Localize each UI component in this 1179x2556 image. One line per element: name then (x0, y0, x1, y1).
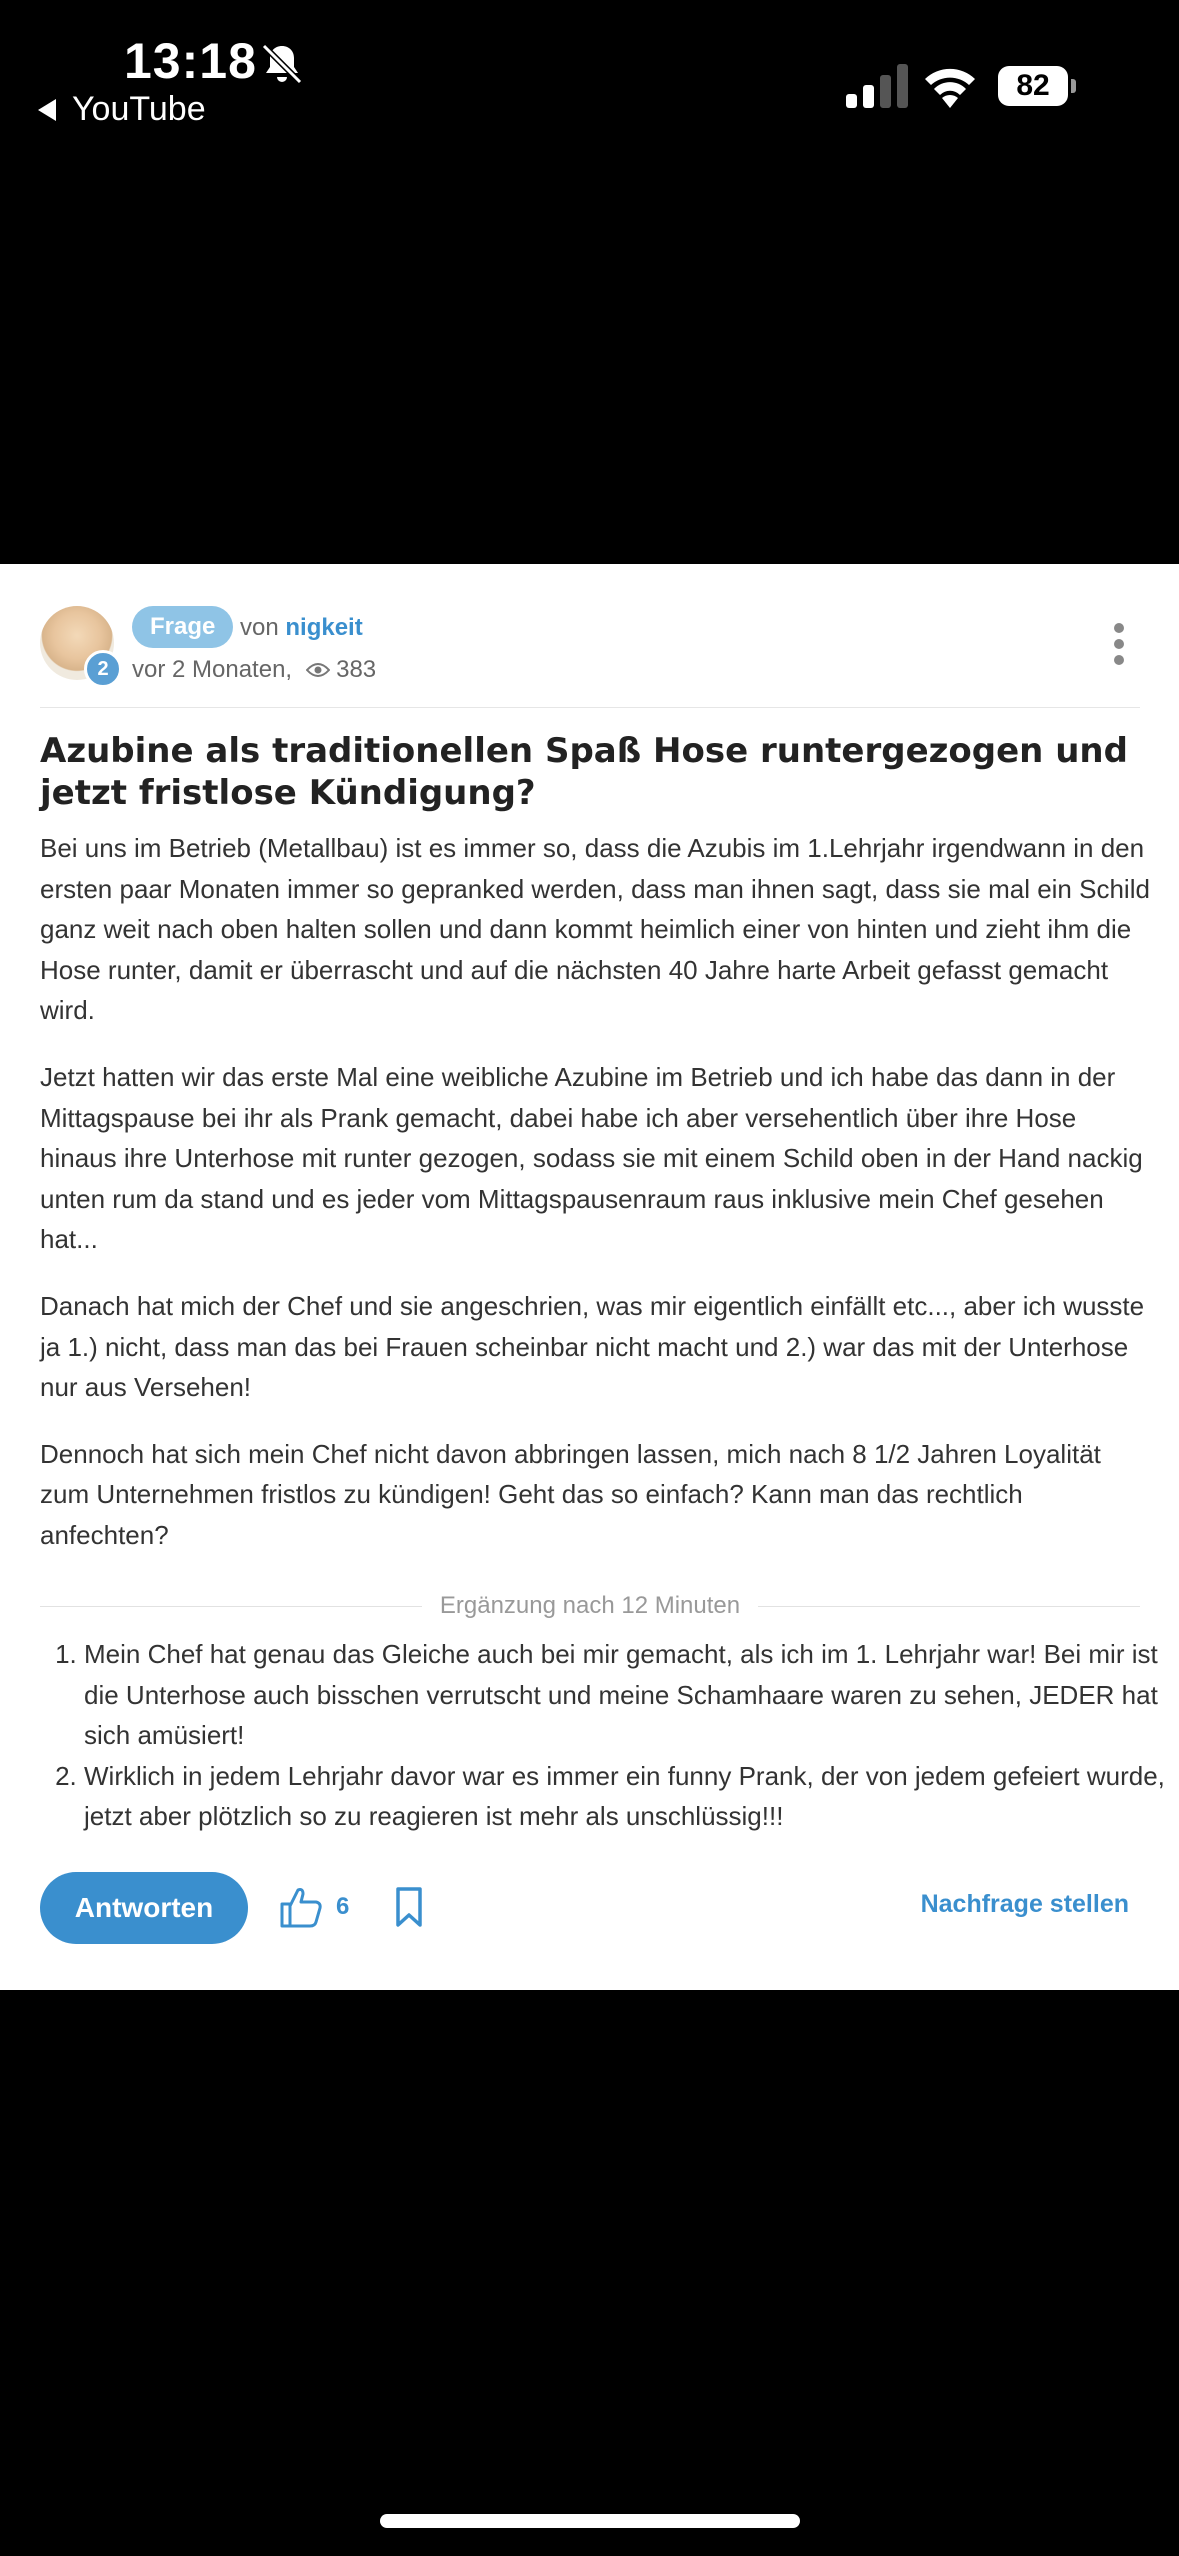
avatar-rank-badge: 2 (84, 650, 122, 688)
question-meta (132, 656, 376, 684)
addition-label: Ergänzung nach 12 Minuten (439, 1592, 741, 1619)
cellular-signal-icon (846, 64, 908, 108)
body-paragraph: Jetzt hatten wir das erste Mal eine weibliche Azubine im Betrieb und ich habe das dann in der Mittagspause bei ihr als Prank gemacht, dabei habe ich aber versehentlich über ihre Hose hinaus ihre Unterhose mit runter gezogen, sodass sie mit einem Schild oben in der Hand nackig unten rum da stand und es jeder vom Mittagspausenraum raus inklusive mein Chef gesehen hat... (40, 1061, 1143, 1255)
status-time: 13:18 (124, 33, 257, 89)
question-body (40, 828, 1150, 1582)
question-age: vor 2 Monaten, (132, 656, 293, 683)
author-link[interactable]: nigkeit (285, 614, 363, 641)
addition-list (40, 1634, 1179, 1837)
back-app-label: YouTube (72, 90, 206, 128)
eye-icon (306, 662, 330, 678)
separator-line (758, 1606, 1140, 1607)
addition-separator (40, 1586, 1140, 1626)
like-button[interactable] (278, 1884, 349, 1930)
battery-indicator: 82 (998, 66, 1068, 106)
question-type-tag: Frage (132, 606, 233, 648)
bookmark-icon[interactable] (394, 1886, 424, 1928)
body-paragraph: Danach hat mich der Chef und sie angeschrien, was mir eigentlich einfällt etc..., aber ich wusste ja 1.) nicht, dass man das bei Frauen scheinbar nicht macht und 2.) war das mit der Unterhose nur aus Versehen! (40, 1290, 1145, 1403)
question-title: Azubine als traditionellen Spaß Hose runtergezogen und jetzt fristlose Kündigung? (40, 731, 1128, 813)
author-prefix: von (240, 614, 279, 641)
followup-question-link[interactable]: Nachfrage stellen (920, 1890, 1129, 1918)
home-indicator[interactable] (380, 2514, 800, 2528)
body-paragraph: Bei uns im Betrieb (Metallbau) ist es immer so, dass die Azubis im 1.Lehrjahr irgendwann in den ersten paar Monaten immer so gepranked werden, dass man ihnen sagt, dass sie mal ein Schild ganz weit nach oben halten sollen und dann kommt heimlich einer von hinten und zieht ihm die Hose runter, damit er überrascht und auf die nächsten 40 Jahre harte Arbeit gefasst gemacht wird. (40, 833, 1150, 1026)
addition-item: 2. Wirklich in jedem Lehrjahr davor war es immer ein funny Prank, der von jedem gefeiert wurde, jetzt aber plötzlich so zu reagieren ist mehr als unschlüssig!!! (84, 1756, 1179, 1837)
separator-line (40, 1606, 422, 1607)
question-card (0, 564, 1179, 1990)
back-to-app-link[interactable] (38, 90, 206, 129)
status-bar (0, 0, 1179, 140)
author-line (240, 614, 363, 642)
answer-button[interactable]: Antworten (40, 1872, 248, 1944)
wifi-icon (922, 62, 978, 108)
view-count: 383 (336, 656, 377, 683)
addition-item: 1. Mein Chef hat genau das Gleiche auch bei mir gemacht, als ich im 1. Lehrjahr war! Bei mir ist die Unterhose auch bisschen verrutscht und meine Schamhaare waren zu sehen, JEDER hat sich amüsiert! (84, 1634, 1179, 1756)
header-divider (40, 707, 1140, 708)
body-paragraph: Dennoch hat sich mein Chef nicht davon abbringen lassen, mich nach 8 1/2 Jahren Loyalität zum Unternehmen fristlos zu kündigen! Geht das so einfach? Kann man das rechtlich anfechten? (40, 1438, 1101, 1550)
like-count: 6 (336, 1893, 350, 1920)
avatar[interactable] (40, 606, 114, 680)
bell-muted-icon (258, 40, 306, 88)
back-triangle-icon (38, 99, 56, 121)
thumbs-up-icon (278, 1884, 324, 1930)
more-options-icon[interactable] (1113, 622, 1125, 666)
